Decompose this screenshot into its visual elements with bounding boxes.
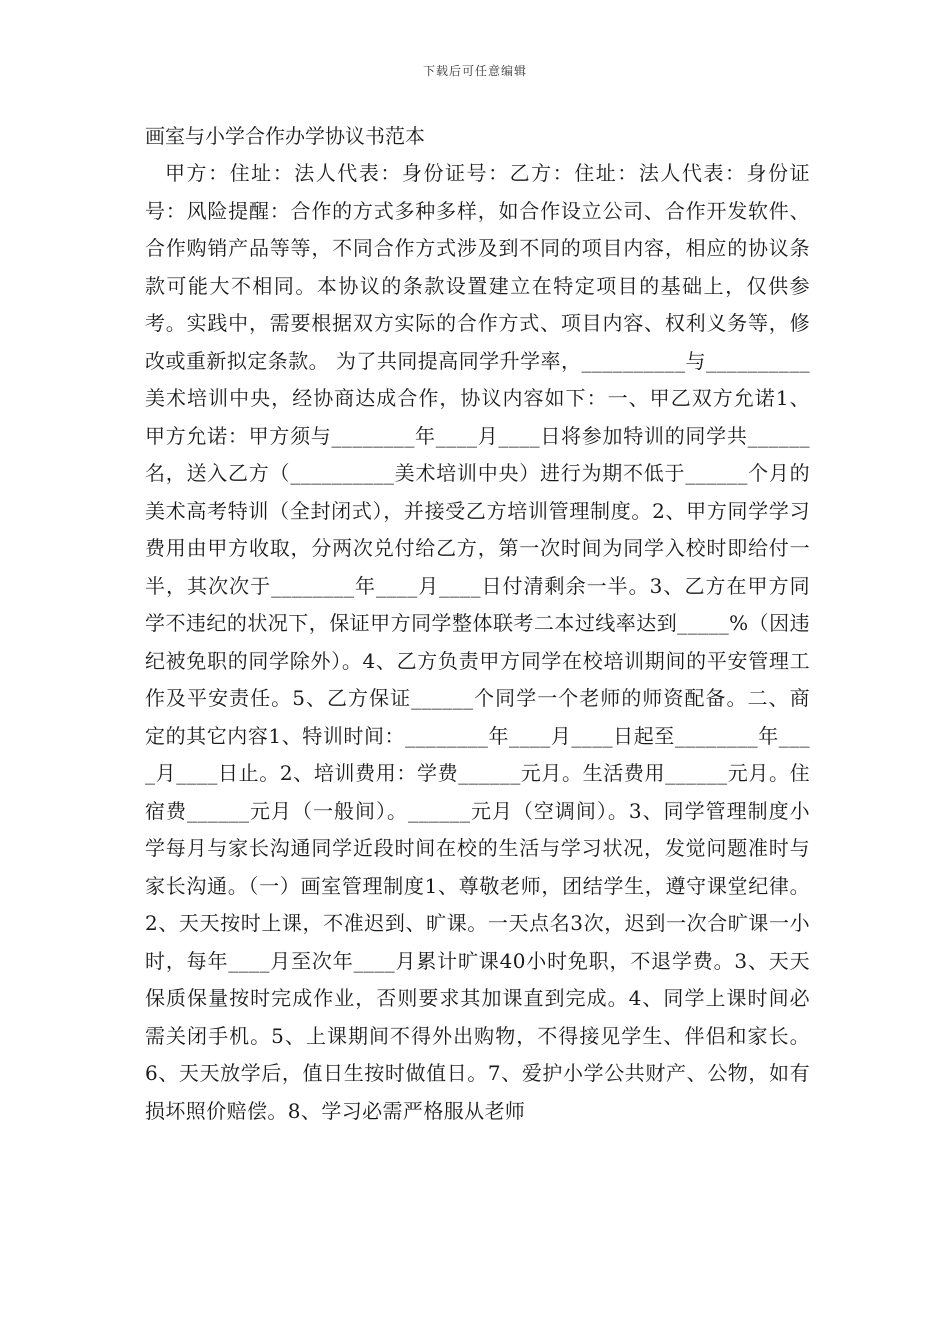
page-header-note: 下载后可任意编辑 [422, 64, 527, 78]
document-title: 画室与小学合作办学协议书范本 [145, 124, 425, 148]
document-body: 甲方：住址：法人代表：身份证号：乙方：住址：法人代表：身份证号：风险提醒：合作的方式多种多样，如合作设立公司、合作开发软件、合作购销产品等等，不同合作方式涉及到不同的项目内容，相应的协议条款可能大不相同。本协议的条款设置建立在特定项目的基础上，仅供参考。实践中，需要根据双方实际的合作方式、项目内容、权利义务等，修改或重新拟定条款。 为了共同提高同学升学率，__________与__________美术培训中央，经协商达成合作，协议内容如下：一、甲乙双方允诺1、甲方允诺：甲方须与________年____月____日将参加特训的同学共______名，送入乙方（__________美术培训中央）进行为期不低于______个月的美术高考特训（全封闭式），并接受乙方培训管理制度。2、甲方同学学习费用由甲方收取，分两次兑付给乙方，第一次时间为同学入校时即给付一半，其次次于________年____月____日付清剩余一半。3、乙方在甲方同学不违纪的状况下，保证甲方同学整体联考二本过线率达到_____%（因违纪被免职的同学除外）。4、乙方负责甲方同学在校培训期间的平安管理工作及平安责任。5、乙方保证______个同学一个老师的师资配备。二、商定的其它内容1、特训时间：________年____月____日起至________年____月____日止。2、培训费用：学费______元月。生活费用______元月。住宿费______元月（一般间）。______元月（空调间）。3、同学管理制度小学每月与家长沟通同学近段时间在校的生活与学习状况，发觉问题准时与家长沟通。（一）画室管理制度1、尊敬老师，团结学生，遵守课堂纪律。2、天天按时上课，不准迟到、旷课。一天点名3次，迟到一次合旷课一小时，每年____月至次年____月累计旷课40小时免职，不退学费。3、天天保质保量按时完成作业，否则要求其加课直到完成。4、同学上课时间必需关闭手机。5、上课期间不得外出购物，不得接见学生、伴侣和家长。6、天天放学后，值日生按时做值日。7、爱护小学公共财产、公物，如有损坏照价赔偿。8、学习必需严格服从老师 [145, 161, 810, 1123]
